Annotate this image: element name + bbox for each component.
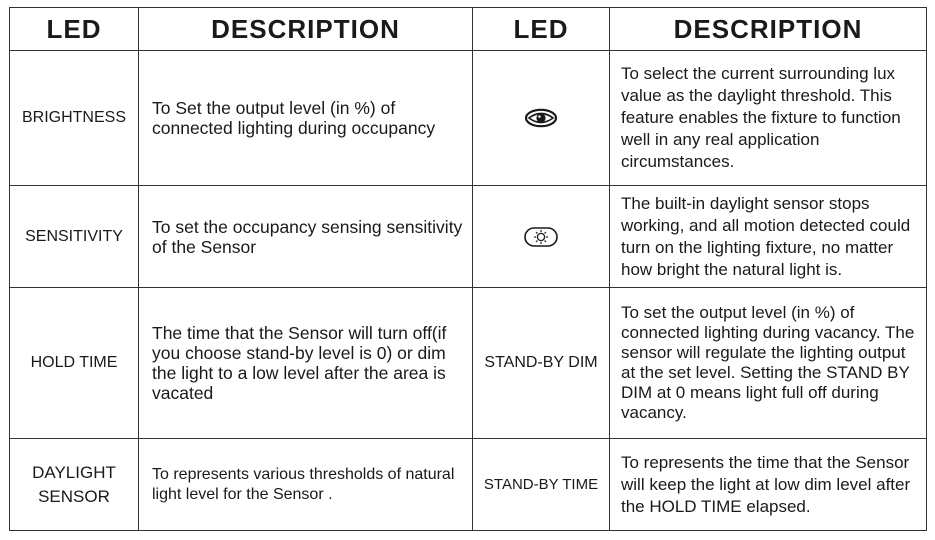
description-sun: The built-in daylight sensor stops working, and all motion detected could turn on the lighting fixture, no matter how bright the natural light is. — [610, 186, 927, 288]
description-stand-by-dim: To set the output level (in %) of connected lighting during vacancy. The sensor will regulate the lighting output at the set level. Setting the STAND BY DIM at 0 means light full off during vacancy. — [610, 288, 927, 439]
header-led-left: LED — [10, 8, 139, 51]
led-description-table — [9, 7, 927, 531]
led-label-sensitivity: SENSITIVITY — [10, 186, 139, 288]
header-row — [10, 8, 927, 51]
led-label-stand-by-dim: STAND-BY DIM — [473, 288, 610, 439]
led-label-hold-time: HOLD TIME — [10, 288, 139, 439]
header-description-right: DESCRIPTION — [610, 8, 927, 51]
led-label-stand-by-time: STAND-BY TIME — [473, 439, 610, 531]
header-description-left: DESCRIPTION — [139, 8, 473, 51]
sun-icon — [523, 226, 559, 248]
table-row — [10, 186, 927, 288]
header-led-right: LED — [473, 8, 610, 51]
table-row — [10, 439, 927, 531]
description-daylight-sensor: To represents various thresholds of natural light level for the Sensor . — [139, 439, 473, 531]
led-label-daylight-sensor: DAYLIGHT SENSOR — [10, 439, 139, 531]
description-hold-time: The time that the Sensor will turn off(if you choose stand-by level is 0) or dim the light to a low level after the area is vacated — [139, 288, 473, 439]
description-stand-by-time: To represents the time that the Sensor will keep the light at low dim level after the HOLD TIME elapsed. — [610, 439, 927, 531]
led-label-brightness: BRIGHTNESS — [10, 51, 139, 186]
description-eye: To select the current surrounding lux value as the daylight threshold. This feature enables the fixture to function well in any real application circumstances. — [610, 51, 927, 186]
led-description-table-wrapper — [9, 7, 927, 531]
description-brightness: To Set the output level (in %) of connected lighting during occupancy — [139, 51, 473, 186]
description-sensitivity: To set the occupancy sensing sensitivity of the Sensor — [139, 186, 473, 288]
table-row — [10, 51, 927, 186]
table-row — [10, 288, 927, 439]
led-icon-cell-eye — [473, 51, 610, 186]
eye-icon — [524, 108, 558, 128]
led-icon-cell-sun — [473, 186, 610, 288]
